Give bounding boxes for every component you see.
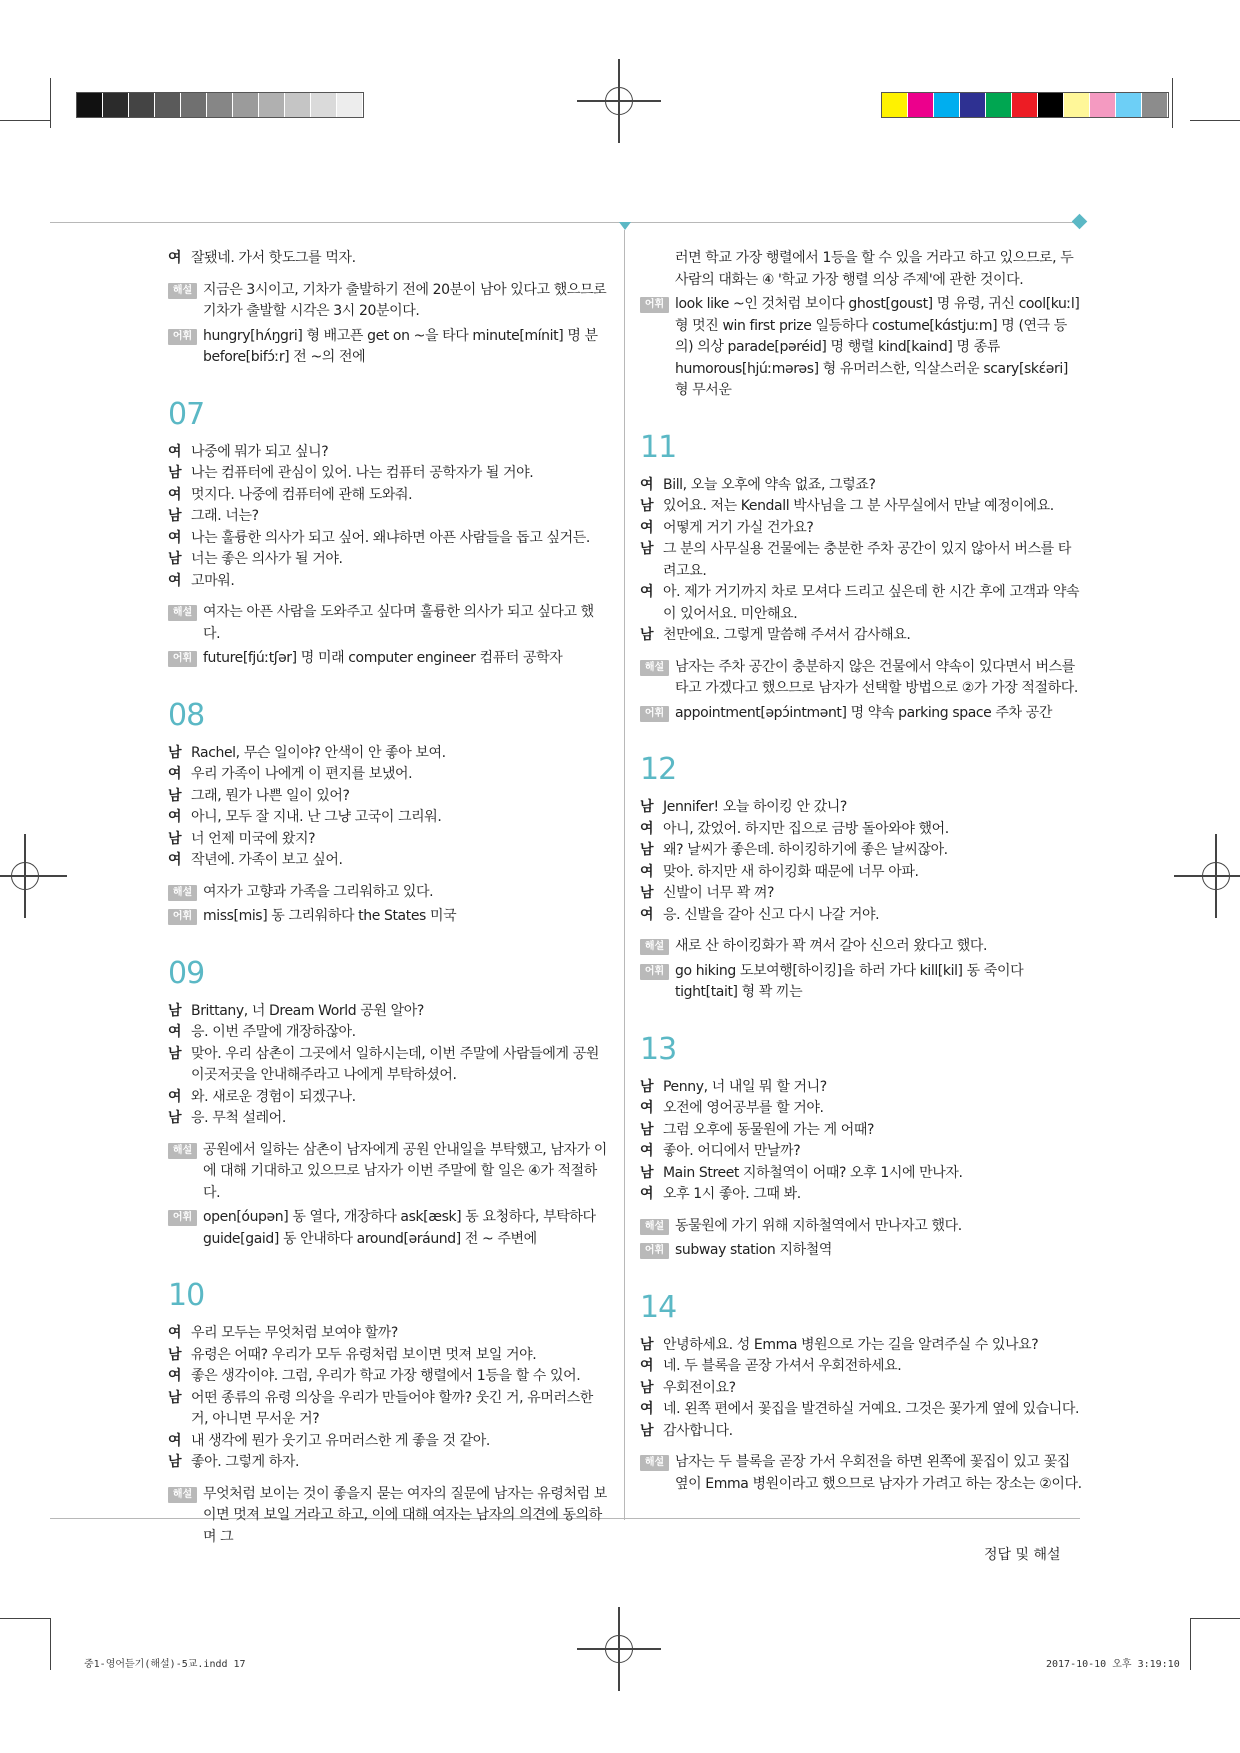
speaker-label: 남 [168, 1389, 182, 1406]
right-column [640, 248, 1082, 1498]
note-tag-badge: 해설 [640, 660, 669, 676]
speaker-label: 여 [168, 766, 182, 782]
color-swatch [1090, 93, 1116, 117]
dialogue-line [640, 539, 1082, 582]
dialogue-text: 그래. 너는? [191, 508, 259, 524]
dialogue-line [168, 829, 610, 851]
explanation-note [640, 936, 1082, 958]
color-swatch [337, 93, 363, 117]
dialogue-text: Rachel, 무슨 일이야? 안색이 안 좋아 보여. [191, 744, 446, 761]
color-swatch [77, 93, 103, 117]
speaker-label: 여 [168, 852, 182, 868]
explanation-note [640, 657, 1082, 700]
dialogue-line [168, 1323, 610, 1345]
note-tag-badge: 어휘 [640, 706, 669, 722]
speaker-label: 여 [640, 906, 654, 923]
speaker-label: 여 [168, 1432, 182, 1449]
speaker-label: 남 [168, 1045, 182, 1062]
dialogue-line [640, 1335, 1082, 1357]
dialogue-text: 응. 무척 설레어. [191, 1110, 286, 1126]
dialogue-line [640, 475, 1082, 497]
note-tag-badge: 해설 [168, 1143, 197, 1159]
dialogue-line [168, 1087, 610, 1109]
dialogue-text: 네. 두 블록을 곧장 가셔서 우회전하세요. [663, 1358, 902, 1374]
left-column [168, 248, 610, 1551]
dialogue-text: 어떤 종류의 유령 의상을 우리가 만들어야 할까? 웃긴 거, 유머러스한 거, 아니면 무서운 거? [191, 1389, 593, 1427]
dialogue-line [640, 582, 1082, 625]
note-text: 공원에서 일하는 삼촌이 남자에게 공원 안내일을 부탁했고, 남자가 이에 대해 기대하고 있으므로 남자가 이번 주말에 할 일은 ④가 적절하다. [203, 1141, 607, 1201]
continued-explanation [640, 248, 1082, 291]
color-swatch [1064, 93, 1090, 117]
column-marker-triangle [619, 222, 631, 230]
explanation-note [168, 1140, 610, 1205]
dialogue-line [168, 1001, 610, 1023]
question-number: 10 [168, 1278, 205, 1313]
dialogue-line [640, 862, 1082, 884]
color-swatch [1012, 93, 1038, 117]
dialogue-line [168, 1345, 610, 1367]
color-swatch [960, 93, 986, 117]
explanation-note [168, 280, 610, 323]
dialogue-text: 나중에 뭐가 되고 싶니? [191, 443, 329, 460]
dialogue-text: Penny, 너 내일 뭐 할 거니? [663, 1078, 827, 1095]
dialogue-line [168, 1022, 610, 1044]
footer-label: 정답 및 해설 [984, 1547, 1061, 1563]
dialogue-line [168, 463, 610, 485]
dialogue-text: 맞아. 하지만 새 하이킹화 때문에 너무 아파. [663, 863, 919, 880]
speaker-label: 남 [640, 799, 654, 815]
speaker-label: 여 [640, 1100, 654, 1116]
dialogue-line [640, 1077, 1082, 1099]
note-text: 남자는 주차 공간이 충분하지 않은 건물에서 약속이 있다면서 버스를 타고 가겠다고 했으므로 남자가 선택할 방법으로 ②가 가장 적절하다. [675, 658, 1078, 696]
speaker-label: 여 [168, 809, 182, 825]
note-tag-badge: 어휘 [640, 964, 669, 980]
dialogue-line [640, 883, 1082, 905]
note-text: open[óupən] 동 열다, 개장하다 ask[æsk] 동 요청하다, 부탁하다 guide[gaid] 동 안내하다 around[əráund] 전 ~ 주변에 [203, 1209, 596, 1247]
dialogue-line [168, 786, 610, 808]
dialogue-text: 맞아. 우리 삼촌이 그곳에서 일하시는데, 이번 주말에 사람들에게 공원 이곳저곳을 안내해주라고 나에게 부탁하셨어. [191, 1045, 599, 1083]
speaker-label: 여 [168, 1088, 182, 1105]
dialogue-text: 좋아. 어디에서 만날까? [663, 1143, 801, 1159]
dialogue-text: 응. 이번 주말에 개장하잖아. [191, 1024, 356, 1040]
note-tag-badge: 어휘 [168, 651, 197, 667]
question-number: 09 [168, 955, 205, 991]
explanation-note [168, 906, 610, 928]
dialogue-line [168, 1431, 610, 1453]
dialogue-line [640, 1184, 1082, 1206]
dialogue-text: 어떻게 거기 가실 건가요? [663, 519, 814, 536]
explanation-note [168, 602, 610, 645]
speaker-label: 남 [168, 465, 182, 481]
column-divider [624, 230, 625, 1520]
speaker-label: 남 [168, 1346, 182, 1363]
dialogue-text: 좋아. 그렇게 하자. [191, 1454, 300, 1470]
color-swatch [129, 93, 155, 117]
speaker-label: 남 [640, 1379, 654, 1396]
question-number: 13 [640, 1031, 677, 1067]
question-number: 11 [640, 429, 677, 465]
timestamp-slug: 2017-10-10 오후 3:19:10 [1046, 1659, 1180, 1670]
dialogue-line [168, 528, 610, 550]
dialogue-line [640, 819, 1082, 841]
note-tag-badge: 해설 [168, 283, 197, 299]
dialogue-line [168, 807, 610, 829]
dialogue-text: Bill, 오늘 오후에 약속 없죠, 그렇죠? [663, 476, 876, 493]
dialogue-line [640, 1356, 1082, 1378]
color-swatch [1116, 93, 1142, 117]
dialogue-line [640, 905, 1082, 927]
speaker-label: 여 [640, 584, 654, 600]
dialogue-text: 그래, 뭔가 나쁜 일이 있어? [191, 787, 350, 804]
speaker-label: 여 [640, 519, 654, 536]
dialogue-text: 우회전이요? [663, 1379, 736, 1396]
note-tag-badge: 해설 [168, 885, 197, 901]
dialogue-text: 아니, 모두 잘 지내. 난 그냥 고국이 그리워. [191, 809, 442, 825]
speaker-label: 여 [168, 529, 182, 546]
dialogue-text: 작년에. 가족이 보고 싶어. [191, 852, 343, 868]
speaker-label: 여 [168, 572, 182, 589]
header-diamond-ornament [1072, 214, 1088, 230]
speaker-label: 남 [640, 1078, 654, 1095]
dialogue-text: 내 생각에 뭔가 웃기고 유머러스한 게 좋을 것 같아. [191, 1432, 490, 1449]
dialogue-text: 오전에 영어공부를 할 거야. [663, 1100, 824, 1116]
speaker-label: 남 [640, 1422, 654, 1439]
color-swatch [103, 93, 129, 117]
explanation-note [640, 1452, 1082, 1495]
color-swatch [311, 93, 337, 117]
dialogue-text: Jennifer! 오늘 하이킹 안 갔니? [663, 799, 847, 815]
explanation-note [168, 1207, 610, 1250]
registration-mark-left [3, 854, 47, 898]
dialogue-text: 신발이 너무 꽉 껴? [663, 885, 775, 901]
speaker-label: 여 [640, 1143, 654, 1159]
speaker-label: 여 [168, 443, 182, 460]
dialogue-text: 왜? 날씨가 좋은데. 하이킹하기에 좋은 날씨잖아. [663, 842, 948, 858]
explanation-note [640, 703, 1082, 725]
dialogue-line [168, 1366, 610, 1388]
speaker-label: 남 [640, 885, 654, 901]
dialogue-line [168, 485, 610, 507]
speaker-label: 남 [640, 498, 654, 514]
note-text: appointment[əpɔ́intmənt] 명 약속 parking space 주차 공간 [675, 704, 1052, 721]
dialogue-text: 안녕하세요. 성 Emma 병원으로 가는 길을 알려주실 수 있나요? [663, 1336, 1039, 1353]
dialogue-text: 나는 컴퓨터에 관심이 있어. 나는 컴퓨터 공학자가 될 거야. [191, 465, 534, 481]
speaker-label: 여 [168, 1024, 182, 1040]
file-slug: 중1-영어듣기(해설)-5교.indd 17 [84, 1659, 246, 1670]
dialogue-text: 고마워. [191, 572, 235, 589]
speaker-label: 남 [640, 1164, 654, 1181]
dialogue-text: 아. 제가 거기까지 차로 모셔다 드리고 싶은데 한 시간 후에 고객과 약속이 있어서요. 미안해요. [663, 584, 1080, 622]
dialogue-line [640, 1120, 1082, 1142]
dialogue-line [168, 1452, 610, 1474]
dialogue-text: 멋지다. 나중에 컴퓨터에 관해 도와줘. [191, 486, 413, 503]
note-tag-badge: 해설 [168, 1487, 197, 1503]
grayscale-color-bar [76, 92, 364, 118]
registration-mark-right [1194, 854, 1238, 898]
explanation-note [168, 1484, 610, 1549]
question-number: 08 [168, 697, 205, 733]
speaker-label: 남 [168, 1454, 182, 1470]
dialogue-text: 그 분의 사무실용 건물에는 충분한 주차 공간이 있지 않아서 버스를 타려고요. [663, 541, 1071, 579]
dialogue-text: Brittany, 너 Dream World 공원 알아? [191, 1002, 424, 1019]
note-text: 남자는 두 블록을 곧장 가서 우회전을 하면 왼쪽에 꽃집이 있고 꽃집 옆이 Emma 병원이라고 했으므로 남자가 가려고 하는 장소는 ②이다. [675, 1454, 1082, 1492]
color-swatch [233, 93, 259, 117]
dialogue-line [168, 549, 610, 571]
speaker-label: 여 [640, 1358, 654, 1374]
dialogue-line [168, 1388, 610, 1431]
color-swatch [986, 93, 1012, 117]
question-number: 12 [640, 752, 677, 787]
note-text: go hiking 도보여행[하이킹]을 하러 가다 kill[kil] 동 죽이다 tight[tait] 형 꽉 끼는 [675, 962, 1024, 1000]
note-text: 동물원에 가기 위해 지하철역에서 만나자고 했다. [675, 1217, 962, 1234]
speaker-label: 남 [640, 842, 654, 858]
explanation-note [168, 882, 610, 904]
dialogue-line [640, 1378, 1082, 1400]
dialogue-line [168, 743, 610, 765]
note-tag-badge: 해설 [640, 939, 669, 955]
dialogue-text: 잘됐네. 가서 핫도그를 먹자. [191, 250, 356, 266]
explanation-note [640, 1240, 1082, 1262]
speaker-label: 여 [640, 820, 654, 837]
speaker-label: 남 [168, 830, 182, 847]
dialogue-text: 있어요. 저는 Kendall 박사님을 그 분 사무실에서 만날 예정이에요. [663, 498, 1054, 514]
dialogue-line [640, 840, 1082, 862]
dialogue-text: 우리 모두는 무엇처럼 보여야 할까? [191, 1325, 398, 1341]
color-swatch [934, 93, 960, 117]
dialogue-line [168, 1044, 610, 1087]
dialogue-line [168, 764, 610, 786]
registration-mark-top [597, 79, 641, 123]
color-swatch [908, 93, 934, 117]
dialogue-text: 감사합니다. [663, 1422, 733, 1439]
dialogue-line [168, 248, 610, 270]
speaker-label: 남 [640, 1336, 654, 1353]
dialogue-text: 와. 새로운 경험이 되겠구나. [191, 1088, 356, 1105]
dialogue-line [640, 625, 1082, 647]
dialogue-line [640, 1141, 1082, 1163]
header-rule [50, 222, 1080, 223]
speaker-label: 남 [168, 1110, 182, 1126]
dialogue-text: Main Street 지하철역이 어때? 오후 1시에 만나자. [663, 1164, 963, 1181]
speaker-label: 남 [640, 627, 654, 643]
note-text: 지금은 3시이고, 기차가 출발하기 전에 20분이 남아 있다고 했으므로 기차가 출발할 시각은 3시 20분이다. [203, 281, 607, 319]
color-swatch [1142, 93, 1168, 117]
speaker-label: 여 [640, 1186, 654, 1202]
note-tag-badge: 어휘 [168, 1210, 197, 1226]
dialogue-text: 나는 훌륭한 의사가 되고 싶어. 왜냐하면 아픈 사람들을 돕고 싶거든. [191, 529, 590, 546]
note-text: miss[mis] 동 그리워하다 the States 미국 [203, 908, 457, 924]
note-text: 무엇처럼 보이는 것이 좋을지 묻는 여자의 질문에 남자는 유령처럼 보이면 멋져 보일 거라고 하고, 이에 대해 여자는 남자의 의견에 동의하며 그 [203, 1485, 607, 1545]
dialogue-text: 너 언제 미국에 왔지? [191, 830, 316, 847]
note-tag-badge: 해설 [640, 1219, 669, 1235]
note-tag-badge: 어휘 [640, 297, 669, 313]
note-text: 새로 산 하이킹화가 꽉 껴서 갈아 신으러 왔다고 했다. [675, 938, 988, 954]
dialogue-line [640, 518, 1082, 540]
dialogue-text: 아니, 갔었어. 하지만 집으로 금방 돌아와야 했어. [663, 820, 949, 837]
note-text: hungry[hʌ́ŋgri] 형 배고픈 get on ~을 타다 minute[mínit] 명 분 before[bifɔ́ːr] 전 ~의 전에 [203, 327, 598, 365]
continued-text: 러면 학교 가장 행렬에서 1등을 할 수 있을 거라고 하고 있으므로, 두 사람의 대화는 ④ '학교 가장 행렬 의상 주제'에 관한 것이다. [675, 250, 1074, 288]
dialogue-text: 그럼 오후에 동물원에 가는 게 어때? [663, 1121, 875, 1138]
color-swatch [181, 93, 207, 117]
speaker-label: 여 [168, 1325, 182, 1341]
dialogue-line [640, 1098, 1082, 1120]
dialogue-line [640, 496, 1082, 518]
speaker-label: 남 [168, 1002, 182, 1019]
note-tag-badge: 해설 [640, 1455, 669, 1471]
explanation-note [640, 1216, 1082, 1238]
color-swatch [155, 93, 181, 117]
note-text: look like ~인 것처럼 보이다 ghost[goust] 명 유령, 귀신 cool[kuːl] 형 멋진 win first prize 일등하다 costume[kɑ́stjuːm] 명 (연극 등의) 의상 parade[pəréid] 명 행렬 kind[kaind] 명 종류 humorous[hjúːmərəs] 형 유머러스한, 익살스러운 scary[skɛ́əri] 형 무서운 [675, 296, 1080, 398]
dialogue-text: 응. 신발을 갈아 신고 다시 나갈 거야. [663, 906, 880, 923]
color-swatch [207, 93, 233, 117]
question-number: 14 [640, 1289, 677, 1325]
dialogue-text: 네. 왼쪽 편에서 꽃집을 발견하실 거예요. 그것은 꽃가게 옆에 있습니다. [663, 1401, 1080, 1417]
speaker-label: 여 [168, 250, 182, 266]
speaker-label: 남 [168, 744, 182, 761]
speaker-label: 남 [168, 787, 182, 804]
dialogue-text: 좋은 생각이야. 그럼, 우리가 학교 가장 행렬에서 1등을 할 수 있어. [191, 1368, 581, 1384]
speaker-label: 여 [640, 863, 654, 880]
explanation-note [640, 294, 1082, 402]
note-text: 여자는 아픈 사람을 도와주고 싶다며 훌륭한 의사가 되고 싶다고 했다. [203, 604, 594, 642]
dialogue-line [640, 1399, 1082, 1421]
explanation-note [168, 648, 610, 670]
explanation-note [168, 326, 610, 369]
dialogue-text: 너는 좋은 의사가 될 거야. [191, 551, 343, 567]
note-tag-badge: 어휘 [168, 329, 197, 345]
note-text: 여자가 고향과 가족을 그리워하고 있다. [203, 883, 434, 900]
note-text: future[fjúːtʃər] 명 미래 computer engineer 컴퓨터 공학자 [203, 650, 563, 666]
dialogue-line [168, 850, 610, 872]
dialogue-text: 오후 1시 좋아. 그때 봐. [663, 1186, 801, 1202]
note-text: subway station 지하철역 [675, 1242, 832, 1258]
speaker-label: 남 [640, 541, 654, 557]
dialogue-line [168, 571, 610, 593]
note-tag-badge: 어휘 [168, 909, 197, 925]
explanation-note [640, 961, 1082, 1004]
dialogue-line [640, 1421, 1082, 1443]
speaker-label: 남 [168, 508, 182, 524]
dialogue-text: 천만에요. 그렇게 말씀해 주셔서 감사해요. [663, 627, 911, 643]
dialogue-text: 우리 가족이 나에게 이 편지를 보냈어. [191, 766, 413, 782]
color-swatch [882, 93, 908, 117]
note-tag-badge: 해설 [168, 605, 197, 621]
speaker-label: 여 [640, 476, 654, 493]
process-color-bar [881, 92, 1169, 118]
color-swatch [259, 93, 285, 117]
dialogue-line [168, 1108, 610, 1130]
note-tag-badge: 어휘 [640, 1243, 669, 1259]
dialogue-line [640, 1163, 1082, 1185]
color-swatch [1038, 93, 1064, 117]
dialogue-line [640, 797, 1082, 819]
color-swatch [285, 93, 311, 117]
speaker-label: 여 [640, 1401, 654, 1417]
speaker-label: 여 [168, 1368, 182, 1384]
speaker-label: 남 [640, 1121, 654, 1138]
dialogue-text: 유령은 어때? 우리가 모두 유령처럼 보이면 멋져 보일 거야. [191, 1346, 537, 1363]
question-number: 07 [168, 396, 205, 432]
dialogue-line [168, 442, 610, 464]
speaker-label: 여 [168, 486, 182, 503]
registration-mark-bottom [597, 1627, 641, 1671]
speaker-label: 남 [168, 551, 182, 567]
dialogue-line [168, 506, 610, 528]
